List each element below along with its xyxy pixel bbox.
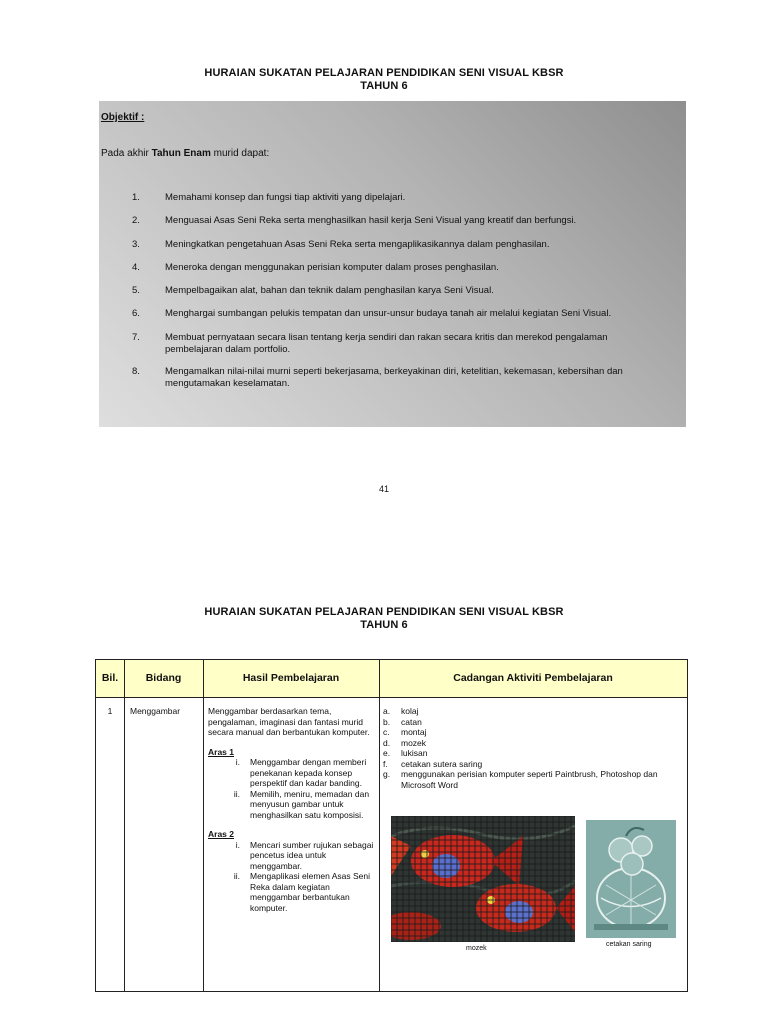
column-divider: [379, 660, 380, 991]
cell-cadangan: [383, 706, 683, 790]
activity-text: mozek: [401, 737, 427, 748]
column-divider: [203, 660, 204, 991]
objective-text: Meneroka dengan menggunakan perisian komputer dalam proses penghasilan.: [165, 262, 499, 273]
aras2-item: [218, 840, 374, 872]
objective-number: 2.: [132, 215, 140, 226]
page2-title-line2: TAHUN 6: [360, 619, 408, 631]
activity-letter: d.: [383, 737, 391, 748]
aras2-heading: Aras 2: [208, 829, 234, 839]
objective-text: Mengamalkan nilai-nilai murni seperti bekerjasama, berkeyakinan diri, ketelitian, kekemasan, kebersihan dan mengutamakan keselamatan.: [165, 366, 623, 389]
activity-text: catan: [401, 716, 422, 727]
header-hasil: Hasil Pembelajaran: [242, 672, 340, 684]
activity-text: cetakan sutera saring: [401, 758, 483, 769]
item-text: Memilih, meniru, memadan dan menyusun gambar untuk menghasilkan satu komposisi.: [250, 788, 370, 820]
activity-item: [383, 759, 683, 770]
objective-text: Menguasai Asas Seni Reka serta menghasilkan hasil kerja Seni Visual yang kreatif dan berfungsi.: [165, 215, 577, 226]
objectives-heading: Objektif :: [101, 112, 145, 123]
aras1-item: [218, 757, 374, 789]
activity-item: [383, 706, 683, 717]
cell-bidang: Menggambar: [130, 706, 181, 716]
item-text: Mengaplikasi elemen Asas Seni Reka dalam kegiatan menggambar berbantukan komputer.: [250, 871, 371, 913]
activity-text: kolaj: [401, 706, 419, 716]
objective-number: 6.: [132, 308, 140, 319]
activity-letter: g.: [383, 769, 391, 779]
page2-title-line1: HURAIAN SUKATAN PELAJARAN PENDIDIKAN SENI VISUAL KBSR: [204, 606, 564, 618]
header-bil: Bil.: [101, 672, 119, 684]
activity-letter: e.: [383, 748, 391, 758]
objective-number: 7.: [132, 332, 140, 343]
activity-item: [383, 717, 683, 728]
objective-text: Memahami konsep dan fungsi tiap aktiviti yang dipelajari.: [165, 192, 406, 203]
activity-text: lukisan: [401, 748, 428, 758]
header-bidang: Bidang: [145, 672, 182, 684]
aras1-item: [218, 789, 374, 821]
item-number: ii.: [233, 788, 240, 799]
aras1-heading: Aras 1: [208, 746, 234, 757]
objective-text: Mempelbagaikan alat, bahan dan teknik dalam penghasilan karya Seni Visual.: [165, 285, 494, 296]
objective-text: Membuat pernyataan secara lisan tentang kerja sendiri dan rakan secara kritis dan merekod pengalaman pembelajaran dalam portfolio.: [165, 332, 608, 355]
item-number: i.: [235, 839, 240, 850]
activity-letter: b.: [383, 716, 391, 727]
aras2-item: [218, 871, 374, 913]
intro-text: Pada akhir: [101, 148, 152, 159]
item-text: Menggambar dengan memberi penekanan kepada konsep perspektif dan kadar banding.: [250, 757, 367, 788]
objectives-box: [99, 101, 686, 427]
objective-number: 3.: [132, 239, 140, 250]
activity-text: montaj: [401, 727, 427, 737]
objectives-intro: [101, 148, 269, 159]
column-divider: [124, 660, 125, 991]
activity-text: menggunakan perisian komputer seperti Paintbrush, Photoshop dan Microsoft Word: [401, 769, 658, 790]
objective-number: 5.: [132, 285, 140, 296]
table-header-row: [96, 660, 687, 698]
hasil-intro: Menggambar berdasarkan tema, pengalaman, imaginasi dan fantasi murid secara manual dan berbantukan komputer.: [208, 706, 370, 737]
activity-item: [383, 769, 683, 790]
item-number: i.: [235, 757, 240, 767]
objective-number: 8.: [132, 366, 140, 377]
activity-letter: f.: [383, 758, 388, 769]
cell-bil: 1: [107, 706, 113, 716]
objective-text: Meningkatkan pengetahuan Asas Seni Reka serta mengaplikasikannya dalam penghasilan.: [165, 239, 550, 250]
item-number: ii.: [233, 871, 240, 881]
screen-print-caption: cetakan saring: [606, 941, 652, 948]
intro-bold: Tahun Enam: [151, 148, 211, 159]
activity-letter: a.: [383, 706, 391, 716]
screen-print-image: [586, 820, 676, 938]
activity-letter: c.: [383, 727, 390, 737]
curriculum-table: [95, 659, 688, 992]
activity-item: [383, 727, 683, 738]
intro-text-end: murid dapat:: [210, 148, 270, 159]
objective-text: Menghargai sumbangan pelukis tempatan dan unsur-unsur budaya tanah air melalui kegiatan Seni Visual.: [165, 308, 612, 319]
item-text: Mencari sumber rujukan sebagai pencetus idea untuk menggambar.: [250, 839, 374, 871]
activity-item: [383, 738, 683, 749]
activity-list: [383, 706, 683, 790]
activity-item: [383, 748, 683, 759]
mosaic-fish-image: [391, 816, 575, 942]
page-title-line1: HURAIAN SUKATAN PELAJARAN PENDIDIKAN SENI VISUAL KBSR: [204, 67, 564, 79]
objective-number: 4.: [132, 262, 140, 273]
page-number: 41: [378, 484, 389, 494]
mosaic-caption: mozek: [466, 945, 487, 952]
header-cadangan: Cadangan Aktiviti Pembelajaran: [453, 672, 613, 684]
page-title-line2: TAHUN 6: [360, 80, 408, 92]
objective-number: 1.: [132, 192, 140, 203]
cell-hasil: [208, 706, 374, 913]
